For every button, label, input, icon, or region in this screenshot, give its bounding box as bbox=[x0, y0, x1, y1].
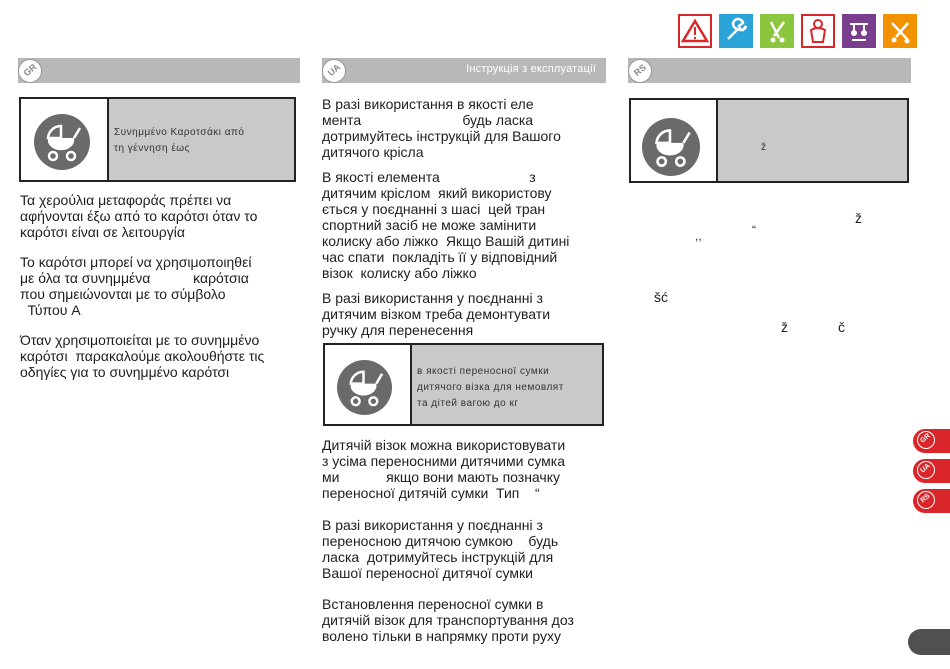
paragraph: Όταν χρησιμοποιείται με το συνημμένο καρότσι παρακαλούμε ακολουθήστε τις οδηγίες για το συνημμένο καρότσι bbox=[20, 332, 265, 380]
page-number-tab bbox=[908, 629, 950, 655]
pram-icon bbox=[337, 360, 392, 415]
header-title: Інструкція з експлуатації bbox=[466, 63, 596, 75]
header-bar-ua bbox=[322, 58, 606, 83]
info-box-text: в якості переносної сумки дитячого візка для немовлят та дітей вагою до кг bbox=[417, 366, 564, 409]
info-box-rs bbox=[629, 98, 909, 183]
language-badge-ua: UA bbox=[322, 59, 346, 83]
header-bar-rs bbox=[628, 58, 911, 83]
language-badge-rs: RS bbox=[628, 59, 652, 83]
paragraph: Το καρότσι μπορεί να χρησιμοποιηθεί με όλα τα συνημμένα καρότσια που σημειώνονται με το σύμβολο Τύπου A bbox=[20, 254, 252, 318]
car-seat-icon bbox=[801, 14, 835, 48]
text-fragment: č bbox=[838, 319, 845, 335]
paragraph: В разі використання у поєднанні з переносною дитячою сумкою будь ласка дотримуйтесь інструкцій для Вашої переносної дитячої сумки bbox=[322, 517, 559, 581]
side-tab-rs[interactable]: RS bbox=[913, 489, 950, 513]
stroller-icon bbox=[760, 14, 794, 48]
paragraph: В разі використання в якості еле мента будь ласка дотримуйтесь інструкцій для Вашого дитячого крісла bbox=[322, 96, 561, 160]
paragraph: Τα χερούλια μεταφοράς πρέπει να αφήνονται έξω από το καρότσι όταν το καρότσι είναι σε λειτουργία bbox=[20, 192, 258, 240]
paragraph: В якості елемента з дитячим кріслом який використову ється у поєднанні з шасі цей тран спортний засіб не може замінити колиску або ліжко Якщо Вашій дитині час спати покладіть її у відповідний візок колиску або ліжко bbox=[322, 169, 570, 281]
paragraph: Встановлення переносної сумки в дитячій візок для транспортування доз волено тільки в напрямку проти руху bbox=[322, 596, 574, 644]
warning-icon bbox=[678, 14, 712, 48]
wrench-icon bbox=[719, 14, 753, 48]
side-tab-ua[interactable]: UA bbox=[913, 459, 950, 483]
text-fragment: “ bbox=[752, 223, 756, 237]
text-fragment: šć bbox=[654, 289, 668, 305]
info-box-text: ž bbox=[761, 142, 767, 153]
header-bar-gr bbox=[18, 58, 300, 83]
pram-icon bbox=[642, 118, 700, 176]
paragraph: В разі використання у поєднанні з дитячим візком треба демонтувати ручку для перенесення bbox=[322, 290, 551, 338]
paragraph: Дитячій візок можна використовувати з усіма переносними дитячими сумка ми якщо вони мають позначку переносної дитячій сумки Тип “ bbox=[322, 437, 566, 501]
info-box-text: Συνημμένο Καροτσάκι από τη γέννηση έως bbox=[114, 127, 245, 154]
info-box-ua bbox=[323, 343, 604, 426]
side-tab-gr[interactable]: GR bbox=[913, 429, 950, 453]
text-fragment: ž bbox=[781, 319, 788, 335]
text-fragment: ž bbox=[855, 210, 862, 226]
folding-stroller-icon bbox=[883, 14, 917, 48]
pram-icon bbox=[34, 114, 90, 170]
baby-mobile-icon bbox=[842, 14, 876, 48]
language-badge-gr: GR bbox=[18, 59, 42, 83]
text-fragment: ,, bbox=[695, 229, 702, 243]
info-box-gr bbox=[19, 97, 296, 182]
